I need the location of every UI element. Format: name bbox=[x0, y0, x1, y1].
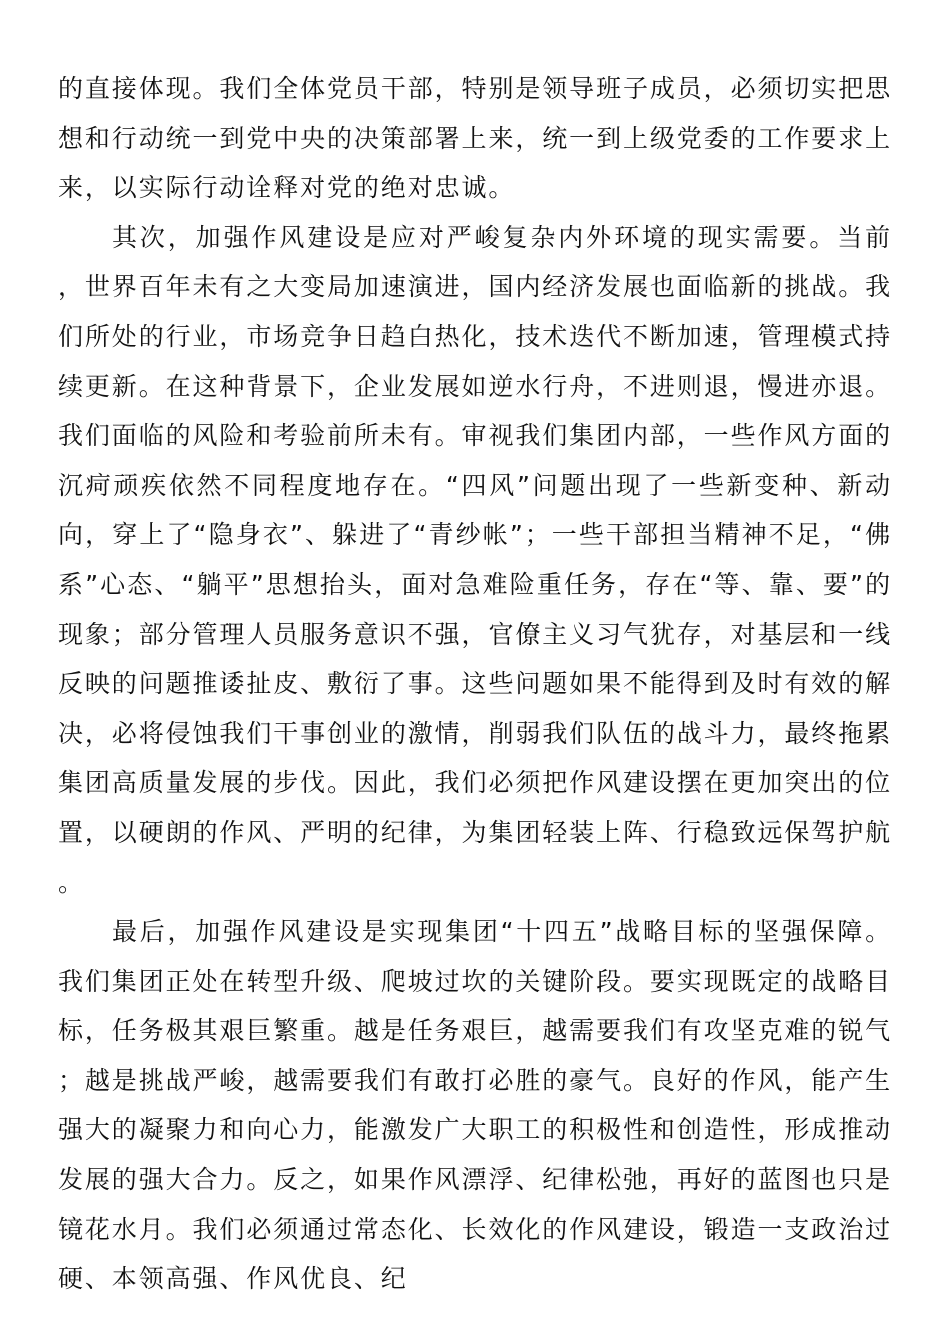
paragraph-finally: 最后，加强作风建设是实现集团“十四五”战略目标的坚强保障。我们集团正处在转型升级、爬坡过坎的关键阶段。要实现既定的战略目标，任务极其艰巨繁重。越是任务艰巨，越需要我们有攻坚克难的锐气；越是挑战严峻，越需要我们有敢打必胜的豪气。良好的作风，能产生强大的凝聚力和向心力，能激发广大职工的积极性和创造性，形成推动发展的强大合力。反之，如果作风漂浮、纪律松弛，再好的蓝图也只是镜花水月。我们必须通过常态化、长效化的作风建设，锻造一支政治过硬、本领高强、作风优良、纪 bbox=[58, 917, 892, 1294]
paragraph-continuation: 的直接体现。我们全体党员干部，特别是领导班子成员，必须切实把思想和行动统一到党中央的决策部署上来，统一到上级党委的工作要求上来，以实际行动诠释对党的绝对忠诚。 bbox=[58, 74, 892, 203]
paragraph-secondly: 其次，加强作风建设是应对严峻复杂内外环境的现实需要。当前，世界百年未有之大变局加速演进，国内经济发展也面临新的挑战。我们所处的行业，市场竞争日趋白热化，技术迭代不断加速，管理模式持续更新。在这种背景下，企业发展如逆水行舟，不进则退，慢进亦退。我们面临的风险和考验前所未有。审视我们集团内部，一些作风方面的沉疴顽疾依然不同程度地存在。“四风”问题出现了一些新变种、新动向，穿上了“隐身衣”、躲进了“青纱帐”；一些干部担当精神不足，“佛系”心态、“躺平”思想抬头，面对急难险重任务，存在“等、靠、要”的现象；部分管理人员服务意识不强，官僚主义习气犹存，对基层和一线反映的问题推诿扯皮、敷衍了事。这些问题如果不能得到及时有效的解决，必将侵蚀我们干事创业的激情，削弱我们队伍的战斗力，最终拖累集团高质量发展的步伐。因此，我们必须把作风建设摆在更加突出的位置，以硬朗的作风、严明的纪律，为集团轻装上阵、行稳致远保驾护航。 bbox=[58, 222, 892, 897]
document-body bbox=[58, 64, 892, 1304]
